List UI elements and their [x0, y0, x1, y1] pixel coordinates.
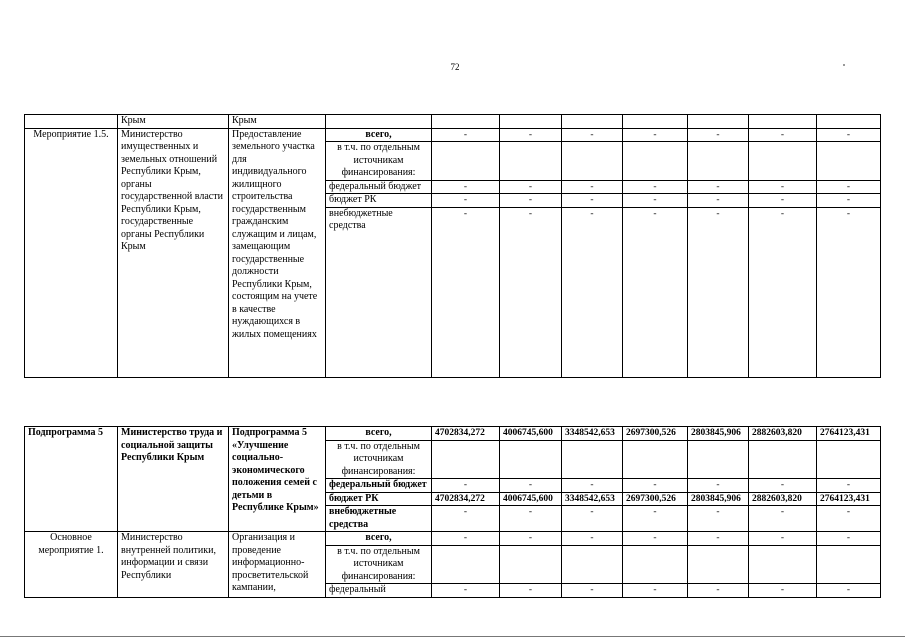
value-cell: -	[432, 479, 500, 493]
value-cell: -	[688, 194, 749, 208]
value-cell	[749, 142, 817, 181]
value-cell: -	[817, 207, 881, 377]
header-cell	[623, 115, 688, 129]
header-cell	[326, 115, 432, 129]
value-cell: -	[749, 584, 817, 598]
source-label: в т.ч. по отдельным источникам финансирования:	[326, 142, 432, 181]
value-cell	[562, 440, 623, 479]
value-cell	[562, 545, 623, 584]
header-cell	[500, 115, 562, 129]
value-cell: -	[749, 194, 817, 208]
header-cell	[688, 115, 749, 129]
source-label: федеральный	[326, 584, 432, 598]
value-cell: -	[817, 128, 881, 142]
header-cell: Крым	[118, 115, 229, 129]
value-cell: 2697300,526	[623, 492, 688, 506]
value-cell: 3348542,653	[562, 492, 623, 506]
value-cell	[688, 142, 749, 181]
value-cell	[500, 545, 562, 584]
value-cell: -	[749, 207, 817, 377]
value-cell	[432, 545, 500, 584]
value-cell: -	[749, 532, 817, 546]
value-cell	[817, 440, 881, 479]
value-cell	[623, 440, 688, 479]
value-cell: 2882603,820	[749, 492, 817, 506]
value-cell: -	[688, 207, 749, 377]
value-cell: 2764123,431	[817, 492, 881, 506]
value-cell: -	[688, 532, 749, 546]
table-row	[25, 532, 881, 546]
value-cell: -	[817, 479, 881, 493]
value-cell: 4702834,272	[432, 427, 500, 441]
value-cell	[562, 142, 623, 181]
value-cell: -	[688, 479, 749, 493]
value-cell: -	[688, 506, 749, 532]
continuation-row	[25, 115, 881, 129]
value-cell: -	[500, 128, 562, 142]
source-label: внебюджетные средства	[326, 506, 432, 532]
value-cell: -	[500, 207, 562, 377]
value-cell: 3348542,653	[562, 427, 623, 441]
value-cell	[432, 440, 500, 479]
value-cell: -	[688, 180, 749, 194]
value-cell: -	[817, 194, 881, 208]
value-cell: -	[562, 479, 623, 493]
source-label: бюджет РК	[326, 492, 432, 506]
subprogram-description: Подпрограмма 5 «Улучшение социально-экономического положения семей с детьми в Республике Крым»	[229, 427, 326, 532]
header-cell	[562, 115, 623, 129]
source-label: всего,	[326, 427, 432, 441]
value-cell: 2803845,906	[688, 492, 749, 506]
event-name: Мероприятие 1.5.	[25, 128, 118, 377]
value-cell: -	[562, 584, 623, 598]
value-cell: 4702834,272	[432, 492, 500, 506]
value-cell: -	[500, 532, 562, 546]
value-cell: -	[688, 584, 749, 598]
value-cell: -	[749, 506, 817, 532]
value-cell	[688, 545, 749, 584]
value-cell: -	[562, 532, 623, 546]
table-row	[25, 427, 881, 441]
value-cell	[817, 545, 881, 584]
header-cell	[749, 115, 817, 129]
value-cell: -	[432, 194, 500, 208]
subprogram-executor: Министерство труда и социальной защиты Республики Крым	[118, 427, 229, 532]
value-cell: -	[562, 180, 623, 194]
header-cell	[432, 115, 500, 129]
event-executor: Министерство имущественных и земельных отношений Республики Крым, органы государственной власти Республики Крым, государственные органы Республики Крым	[118, 128, 229, 377]
header-cell	[25, 115, 118, 129]
value-cell: -	[432, 506, 500, 532]
value-cell	[688, 440, 749, 479]
value-cell	[817, 142, 881, 181]
value-cell: -	[562, 207, 623, 377]
value-cell: -	[500, 506, 562, 532]
source-label: в т.ч. по отдельным источникам финансирования:	[326, 440, 432, 479]
subprogram-name: Подпрограмма 5	[25, 427, 118, 532]
page-bottom-edge	[0, 636, 905, 637]
value-cell: -	[562, 194, 623, 208]
value-cell: -	[623, 584, 688, 598]
value-cell: 4006745,600	[500, 427, 562, 441]
value-cell	[749, 440, 817, 479]
value-cell: -	[500, 479, 562, 493]
source-label: всего,	[326, 128, 432, 142]
source-label: в т.ч. по отдельным источникам финансирования:	[326, 545, 432, 584]
value-cell	[500, 142, 562, 181]
value-cell: -	[562, 506, 623, 532]
value-cell: -	[749, 479, 817, 493]
value-cell: -	[749, 128, 817, 142]
value-cell: -	[623, 128, 688, 142]
value-cell: 2882603,820	[749, 427, 817, 441]
value-cell: -	[623, 532, 688, 546]
main-event-description: Организация и проведение информационно-просветительской кампании,	[229, 532, 326, 598]
main-event-name: Основное мероприятие 1.	[25, 532, 118, 598]
value-cell: -	[562, 128, 623, 142]
event-description: Предоставление земельного участка для индивидуального жилищного строительства государственным гражданским служащим и лицам, замещающим государственные должности Республики Крым, состоящим на учете в качестве нуждающихся в жилых помещениях	[229, 128, 326, 377]
source-label: внебюджетные средства	[326, 207, 432, 377]
main-event-executor: Министерство внутренней политики, информации и связи Республики	[118, 532, 229, 598]
source-label: бюджет РК	[326, 194, 432, 208]
financing-table-1	[24, 114, 881, 378]
value-cell	[623, 545, 688, 584]
value-cell: 4006745,600	[500, 492, 562, 506]
value-cell	[623, 142, 688, 181]
value-cell: -	[817, 584, 881, 598]
value-cell: -	[432, 584, 500, 598]
value-cell: -	[432, 207, 500, 377]
value-cell: -	[432, 532, 500, 546]
value-cell	[500, 440, 562, 479]
value-cell: 2803845,906	[688, 427, 749, 441]
value-cell: -	[688, 128, 749, 142]
value-cell: -	[623, 207, 688, 377]
value-cell: 2697300,526	[623, 427, 688, 441]
header-cell: Крым	[229, 115, 326, 129]
source-label: федеральный бюджет	[326, 180, 432, 194]
value-cell: -	[623, 180, 688, 194]
value-cell: -	[817, 506, 881, 532]
value-cell	[749, 545, 817, 584]
value-cell: -	[817, 180, 881, 194]
value-cell: -	[623, 506, 688, 532]
value-cell: 2764123,431	[817, 427, 881, 441]
value-cell: -	[432, 128, 500, 142]
source-label: всего,	[326, 532, 432, 546]
value-cell: -	[500, 180, 562, 194]
financing-table-2	[24, 426, 881, 598]
value-cell: -	[817, 532, 881, 546]
value-cell: -	[623, 194, 688, 208]
table-row	[25, 128, 881, 142]
value-cell: -	[432, 180, 500, 194]
value-cell: -	[623, 479, 688, 493]
source-label: федеральный бюджет	[326, 479, 432, 493]
value-cell: -	[500, 584, 562, 598]
value-cell	[432, 142, 500, 181]
value-cell: -	[749, 180, 817, 194]
value-cell: -	[500, 194, 562, 208]
page-number: 72	[450, 62, 460, 72]
header-cell	[817, 115, 881, 129]
scan-speck	[843, 64, 845, 66]
